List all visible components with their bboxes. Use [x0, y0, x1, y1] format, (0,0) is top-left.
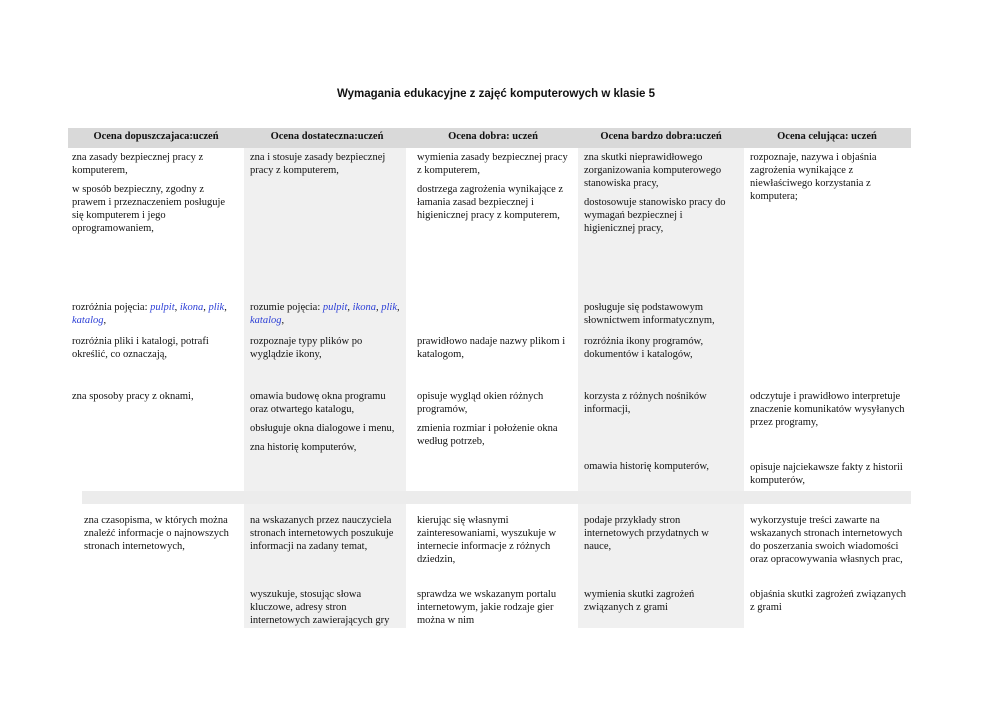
header-dostateczna: Ocena dostateczna:uczeń	[270, 131, 384, 142]
r4-c2-text-b: obsługuje okna dialogowe i menu,	[250, 423, 395, 434]
r4-c4a	[584, 390, 736, 422]
r3-c2-text: rozpoznaje typy plików po wyglądzie ikony,	[250, 336, 363, 360]
r4-c3	[417, 390, 569, 454]
r5-c2b	[250, 588, 406, 633]
r2-c2: rozumie pojęcia: pulpit, ikona, plik, katalog,	[250, 302, 400, 326]
r3-c4	[584, 335, 736, 367]
r1-c1-text-b: w sposób bezpieczny, zgodny z prawem i przeznaczeniem posługuje się komputerem i jego oprogramowaniem,	[72, 184, 226, 234]
r1-c4	[584, 151, 736, 241]
r1-c3-text-b: dostrzega zagrożenia wynikające z łamania zasad bezpiecznej i higienicznej pracy z komputerem,	[417, 184, 564, 221]
kw-plik-2: plik	[381, 302, 397, 313]
r4-c4-text-a: korzysta z różnych nośników informacji,	[584, 391, 707, 415]
r3-c1	[72, 335, 237, 367]
r2-c1-prefix: rozróżnia pojęcia:	[72, 302, 151, 313]
r5-c2-text-b: wyszukuje, stosując słowa kluczowe, adresy stron internetowych zawierających gry	[250, 589, 390, 626]
r4-c3-text-b: zmienia rozmiar i położenie okna według potrzeb,	[417, 423, 558, 447]
r5-c3-text-b: sprawdza we wskazanym portalu internetowym, jakie rodzaje gier można w nim	[417, 589, 557, 626]
r5-c3a	[417, 514, 569, 572]
r5-c1-text: zna czasopisma, w których można znaleźć informacje o najnowszych stronach internetowych,	[84, 515, 229, 552]
r2-c4	[584, 301, 736, 333]
header-dopuszczajaca: Ocena dopuszczajaca:uczeń	[93, 131, 219, 142]
r1-c4-text-b: dostosowuje stanowisko pracy do wymagań bezpiecznej i higienicznej pracy,	[584, 197, 726, 234]
r3-c3	[417, 335, 569, 367]
r1-c4-text-a: zna skutki nieprawidłowego zorganizowania komputerowego stanowiska pracy,	[584, 152, 722, 189]
r3-c3-text: prawidłowo nadaje nazwy plikom i katalogom,	[417, 336, 566, 360]
r4-c2-text-a: omawia budowę okna programu oraz otwartego katalogu,	[250, 391, 386, 415]
header-bardzo-dobra: Ocena bardzo dobra:uczeń	[600, 131, 722, 142]
r4-c5-text-a: odczytuje i prawidłowo interpretuje znaczenie komunikatów wysyłanych przez programy,	[750, 391, 905, 428]
r5-c4a	[584, 514, 736, 559]
r3-c1-text: rozróżnia pliki i katalogi, potrafi określić, co oznaczają,	[72, 336, 209, 360]
r3-c2	[250, 335, 402, 367]
r1-c3	[417, 151, 569, 228]
kw-katalog: katalog	[72, 315, 104, 326]
r4-c2-text-c: zna historię komputerów,	[250, 442, 357, 453]
r1-c2-text: zna i stosuje zasady bezpiecznej pracy z komputerem,	[250, 152, 386, 176]
r1-c2	[250, 151, 402, 183]
r4-c5-text-b: opisuje najciekawsze fakty z historii komputerów,	[750, 462, 903, 486]
kw-ikona-2: ikona	[352, 302, 376, 313]
kw-katalog-2: katalog	[250, 315, 282, 326]
r1-c5-text: rozpoznaje, nazywa i objaśnia zagrożenia wynikające z niewłaściwego korzystania z komputera;	[750, 152, 877, 202]
r4-c4b	[584, 460, 736, 479]
r4-c2	[250, 390, 406, 460]
r3-c4-text: rozróżnia ikony programów, dokumentów i katalogów,	[584, 336, 704, 360]
document-title: Wymagania edukacyjne z zajęć komputerowych w klasie 5	[336, 88, 656, 100]
kw-pulpit-2: pulpit	[322, 302, 348, 313]
r1-c5	[750, 151, 908, 209]
r1-c1	[72, 151, 237, 241]
r5-c4-text-a: podaje przykłady stron internetowych przydatnych w nauce,	[584, 515, 709, 552]
r5-c2-text-a: na wskazanych przez nauczyciela stronach internetowych poszukuje informacji na zadany temat,	[250, 515, 394, 552]
r2-c1: rozróżnia pojęcia: pulpit, ikona, plik, katalog,	[72, 302, 227, 326]
r5-c5b	[750, 588, 908, 620]
r5-c3-text-a: kierując się własnymi zainteresowaniami, wyszukuje w internecie informacje z różnych dziedzin,	[417, 515, 557, 565]
r4-c5a	[750, 390, 908, 435]
header-celujaca: Ocena celująca: uczeń	[777, 131, 877, 142]
r5-c3b	[417, 588, 569, 633]
r5-c2a	[250, 514, 402, 559]
r4-c4-text-b: omawia historię komputerów,	[584, 461, 710, 472]
kw-ikona: ikona	[179, 302, 204, 313]
r1-c3-text-a: wymienia zasady bezpiecznej pracy z komputerem,	[417, 152, 568, 176]
r5-c4-text-b: wymienia skutki zagrożeń związanych z grami	[584, 589, 695, 613]
r4-c3-text-a: opisuje wygląd okien różnych programów,	[417, 391, 544, 415]
kw-plik: plik	[208, 302, 225, 313]
header-dobra: Ocena dobra: uczeń	[448, 131, 538, 142]
r4-c5b	[750, 461, 908, 493]
kw-pulpit: pulpit	[150, 302, 175, 313]
r2-c2-prefix: rozumie pojęcia:	[250, 302, 323, 313]
r5-c4b	[584, 588, 736, 620]
r5-c5a	[750, 514, 908, 572]
r5-c5-text-b: objaśnia skutki zagrożeń związanych z grami	[750, 589, 906, 613]
r4-c1-text: zna sposoby pracy z oknami,	[72, 391, 194, 402]
r5-c1	[84, 514, 234, 559]
r2-c4-text: posługuje się podstawowym słownictwem informatycznym,	[584, 302, 715, 326]
r5-c5-text-a: wykorzystuje treści zawarte na wskazanych stronach internetowych do poszerzania swoich wiadomości oraz opracowywania własnych prac,	[750, 515, 903, 565]
r1-c1-text-a: zna zasady bezpiecznej pracy z komputerem,	[72, 152, 204, 176]
r4-c1	[72, 390, 237, 409]
